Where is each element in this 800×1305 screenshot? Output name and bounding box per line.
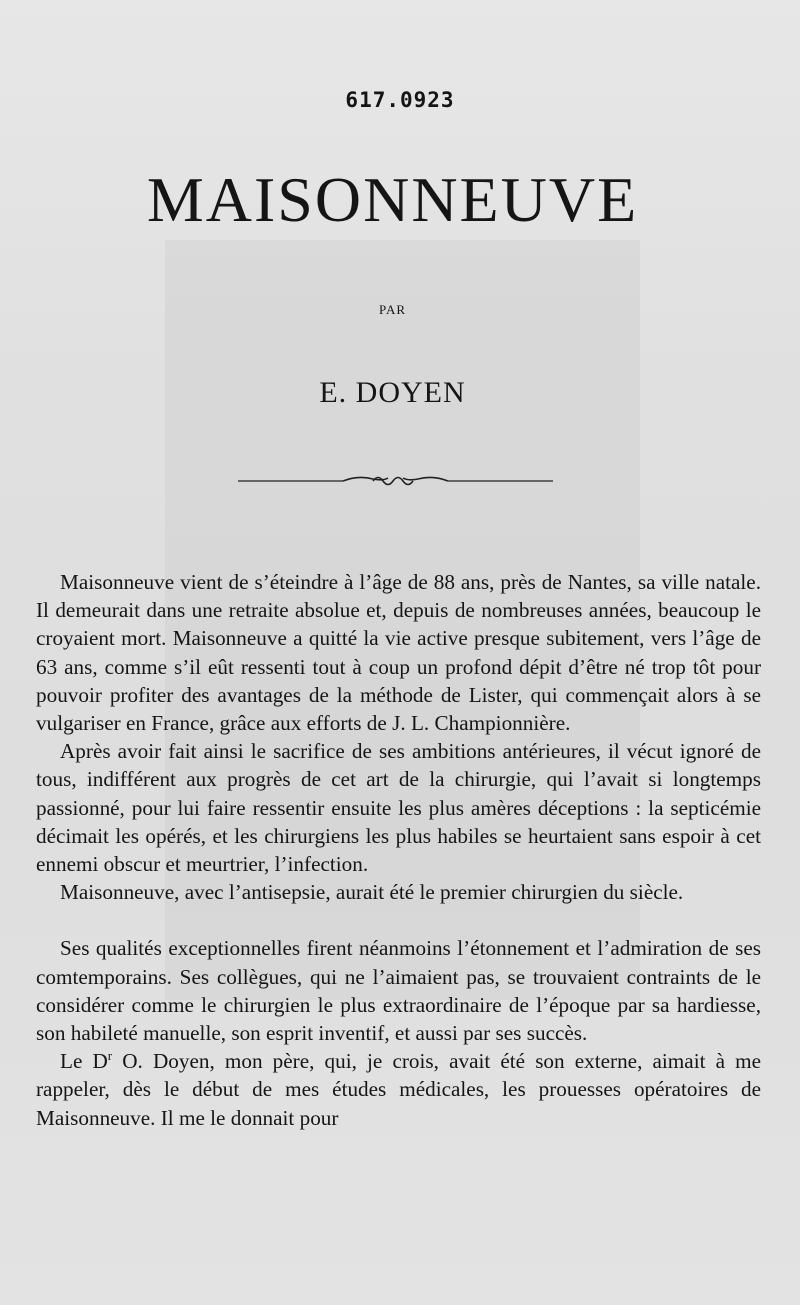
- paragraph: Maisonneuve, avec l’antisepsie, aurait été le premier chirurgien du siècle.: [60, 880, 684, 905]
- article-body: [36, 568, 761, 1132]
- paragraph: Après avoir fait ainsi le sacrifice de ses ambitions antérieures, il vécut ignoré de tous, indifférent aux progrès de cet art de la chirurgie, qui l’avait si longtemps passionné, pour lui faire ressentir ensuite les plus amères déceptions : la septicémie décimait les opérés, et les chirurgiens les plus habiles se heurtaient sans espoir à cet ennemi obscur et meurtrier, l’infection.: [36, 739, 761, 877]
- paragraph-prefix: Le D: [60, 1049, 108, 1074]
- superscript: r: [107, 1048, 113, 1064]
- paragraph: Ses qualités exceptionnelles firent néanmoins l’étonnement et l’admiration de ses comtemporains. Ses collègues, qui ne l’aimaient pas, se trouvaient contraints de le considérer comme le chirurgien le plus extraordinaire de l’époque par sa hardiesse, son habileté manuelle, son esprit inventif, et aussi par ses succès.: [36, 936, 761, 1046]
- author-name: E. DOYEN: [319, 376, 466, 409]
- page-title: MAISONNEUVE: [146, 164, 639, 235]
- paragraph-rest: O. Doyen, mon père, qui, je crois, avait été son externe, aimait à me rappeler, dès le début de mes études médicales, les prouesses opératoires de Maisonneuve. Il me le donnait pour: [36, 1049, 761, 1130]
- byline-label: PAR: [378, 302, 407, 317]
- paragraph: [36, 1047, 761, 1132]
- ornament-divider: [238, 470, 553, 492]
- classification-number: 617.0923: [345, 88, 455, 112]
- paragraph: Maisonneuve vient de s’éteindre à l’âge de 88 ans, près de Nantes, sa ville natale. Il demeurait dans une retraite absolue et, depuis de nombreuses années, beaucoup le croyaient mort. Maisonneuve a quitté la vie active presque subitement, vers l’âge de 63 ans, comme s’il eût ressenti tout à coup un profond dépit d’être né trop tôt pour pouvoir profiter des avantages de la méthode de Lister, qui commençait alors à se vulgariser en France, grâce aux efforts de J. L. Championnière.: [36, 570, 761, 736]
